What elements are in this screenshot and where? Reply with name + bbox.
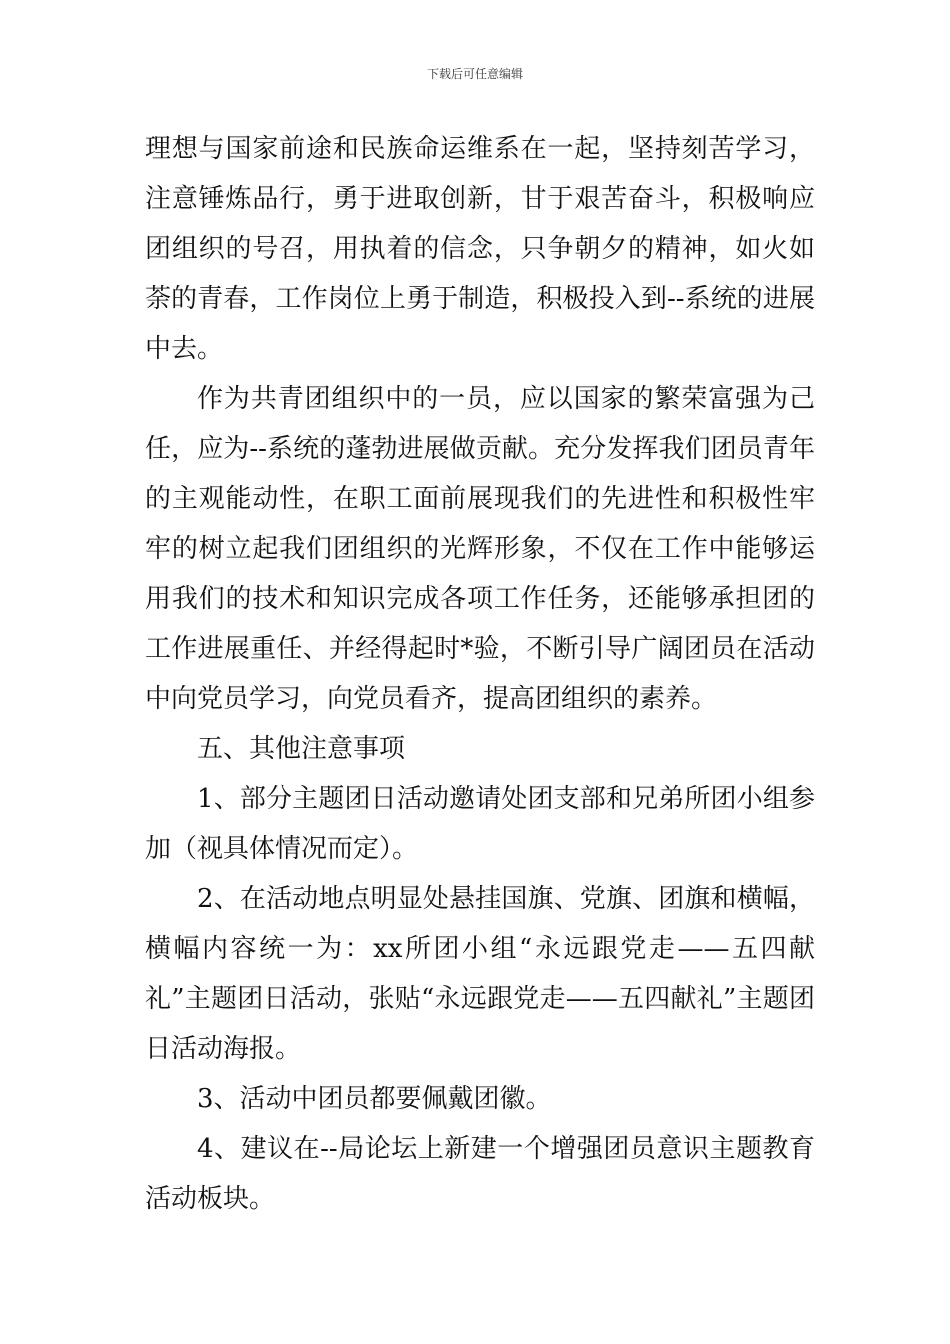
page-header: 下载后可任意编辑: [426, 67, 523, 81]
list-item-4: 4、建议在--局论坛上新建一个增强团员意识主题教育活动板块。: [145, 1134, 815, 1214]
list-item-2: 2、在活动地点明显处悬挂国旗、党旗、团旗和横幅，横幅内容统一为：xx所团小组“永远跟党走——五四献礼”主题团日活动，张贴“永远跟党走——五四献礼”主题团日活动海报。: [145, 884, 815, 1064]
list-item-3: 3、活动中团员都要佩戴团徽。: [197, 1084, 552, 1114]
paragraph-continuation: 理想与国家前途和民族命运维系在一起，坚持刻苦学习，注意锤炼品行，勇于进取创新，甘于艰苦奋斗，积极响应团组织的号召，用执着的信念，只争朝夕的精神，如火如荼的青春，工作岗位上勇于制造，积极投入到--系统的进展中去。: [145, 134, 815, 364]
section-heading-other-notes: 五、其他注意事项: [197, 734, 406, 764]
document-body: [145, 124, 815, 1224]
list-item-1: 1、部分主题团日活动邀请处团支部和兄弟所团小组参加（视具体情况而定）。: [145, 784, 815, 864]
paragraph-league-role: 作为共青团组织中的一员，应以国家的繁荣富强为己任，应为--系统的蓬勃进展做贡献。充分发挥我们团员青年的主观能动性，在职工面前展现我们的先进性和积极性牢牢的树立起我们团组织的光辉形象，不仅在工作中能够运用我们的技术和知识完成各项工作任务，还能够承担团的工作进展重任、并经得起时*验，不断引导广阔团员在活动中向党员学习，向党员看齐，提高团组织的素养。: [145, 384, 815, 714]
